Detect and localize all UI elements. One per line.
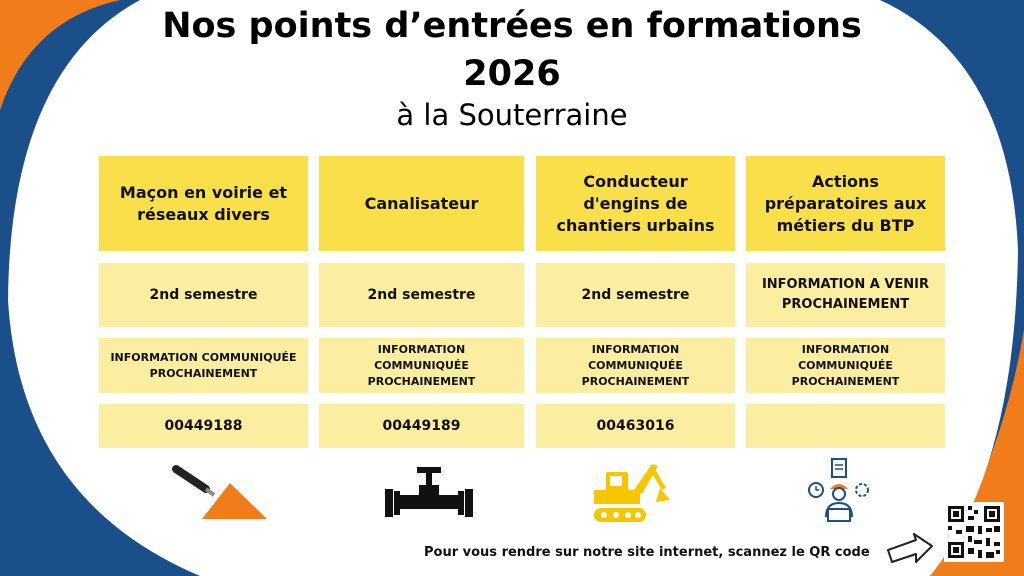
column-title: Conducteur d'engins de chantiers urbains xyxy=(536,156,735,251)
column-info: INFORMATION COMMUNIQUÉE PROCHAINEMENT xyxy=(319,338,524,393)
column-period: 2nd semestre xyxy=(99,263,308,327)
column-code xyxy=(746,404,945,448)
column-period: 2nd semestre xyxy=(536,263,735,327)
worker-laptop-icon xyxy=(806,457,874,525)
footer-text: Pour vous rendre sur notre site internet, scannez le QR code xyxy=(424,545,870,560)
column-info: INFORMATION COMMUNIQUÉE PROCHAINEMENT xyxy=(536,338,735,393)
excavator-icon xyxy=(590,460,672,526)
column-title: Maçon en voirie et réseaux divers xyxy=(99,156,308,251)
column-code: 00463016 xyxy=(536,404,735,448)
pipe-valve-icon xyxy=(383,465,475,521)
column-period: INFORMATION A VENIR PROCHAINEMENT xyxy=(746,263,945,327)
column-code: 00449189 xyxy=(319,404,524,448)
column-code: 00449188 xyxy=(99,404,308,448)
arrow-right-icon xyxy=(886,532,934,566)
trowel-icon xyxy=(172,465,272,523)
column-info: INFORMATION COMMUNIQUÉE PROCHAINEMENT xyxy=(99,338,308,393)
page-subtitle: à la Souterraine xyxy=(396,98,628,132)
column-info: INFORMATION COMMUNIQUÉE PROCHAINEMENT xyxy=(746,338,945,393)
column-title: Canalisateur xyxy=(319,156,524,251)
column-period: 2nd semestre xyxy=(319,263,524,327)
qr-code-icon[interactable] xyxy=(944,502,1004,562)
page-title-year: 2026 xyxy=(463,54,561,94)
page-title: Nos points d’entrées en formations xyxy=(162,6,862,46)
column-title: Actions préparatoires aux métiers du BTP xyxy=(746,156,945,251)
